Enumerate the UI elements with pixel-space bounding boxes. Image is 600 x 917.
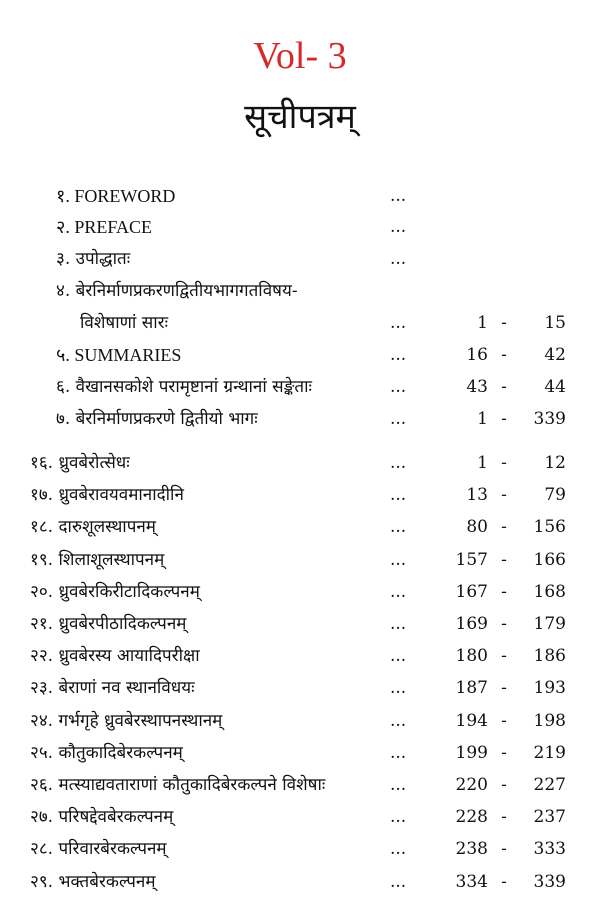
toc-dots: ...: [390, 711, 407, 731]
page-dash: -: [501, 711, 507, 731]
toc-entry: [0, 371, 600, 403]
page-end: 333: [533, 839, 566, 859]
page-dash: -: [501, 743, 507, 763]
toc-entry-title: २९. भक्तबेरकल्पनम्: [30, 872, 156, 892]
page-end: 79: [544, 485, 566, 505]
toc-dots: ...: [390, 377, 407, 397]
page-start: 187: [455, 678, 488, 698]
toc-entry: [0, 447, 600, 479]
toc-entry-title: ४. बेरनिर्माणप्रकरणद्वितीयभागगतविषय-: [56, 281, 298, 301]
page-dash: -: [501, 807, 507, 827]
toc-dots: ...: [390, 775, 407, 795]
page-dash: -: [501, 775, 507, 795]
toc-dots: ...: [390, 839, 407, 859]
page-start: 334: [455, 872, 488, 892]
toc-entry: [0, 339, 600, 371]
page-end: 42: [544, 345, 566, 365]
page-start: 1: [477, 409, 488, 429]
page-dash: -: [501, 517, 507, 537]
toc-entry: [0, 403, 600, 435]
page-end: 15: [544, 313, 566, 333]
page-start: 194: [455, 711, 488, 731]
toc-entry: [0, 243, 600, 275]
page-dash: -: [501, 485, 507, 505]
toc-dots: ...: [390, 345, 407, 365]
page-start: 228: [455, 807, 488, 827]
toc-entry-title: २१. ध्रुवबेरपीठादिकल्पनम्: [30, 614, 187, 634]
toc-entry: [0, 180, 600, 212]
page-end: 237: [533, 807, 566, 827]
page-start: 238: [455, 839, 488, 859]
toc-entry: [0, 544, 600, 576]
toc-entry-title: ५. SUMMARIES: [56, 345, 182, 365]
page-end: 12: [544, 453, 566, 473]
page-end: 156: [533, 517, 566, 537]
page-dash: -: [501, 646, 507, 666]
page-end: 219: [533, 743, 566, 763]
page-start: 220: [455, 775, 488, 795]
page-dash: -: [501, 313, 507, 333]
toc-entry: [0, 608, 600, 640]
toc-entry-title: ३. उपोद्धातः: [56, 249, 131, 269]
page-start: 1: [477, 313, 488, 333]
page-start: 13: [466, 485, 488, 505]
toc-entry-title: १. FOREWORD: [56, 186, 176, 206]
page-end: 193: [533, 678, 566, 698]
toc-entry-title: २७. परिषद्देवबेरकल्पनम्: [30, 807, 174, 827]
toc-entry: [0, 511, 600, 543]
page-start: 167: [455, 582, 488, 602]
toc-entry-title: २३. बेराणां नव स्थानविधयः: [30, 678, 195, 698]
toc-entry: [0, 275, 600, 307]
toc-entry: [0, 307, 600, 339]
page-dash: -: [501, 614, 507, 634]
toc-entry: [0, 672, 600, 704]
page-end: 186: [533, 646, 566, 666]
toc-dots: ...: [390, 872, 407, 892]
page-end: 166: [533, 550, 566, 570]
page-end: 179: [533, 614, 566, 634]
page-dash: -: [501, 453, 507, 473]
toc-dots: ...: [390, 409, 407, 429]
toc-dots: ...: [390, 217, 407, 237]
page-start: 16: [466, 345, 488, 365]
toc-dots: ...: [390, 186, 407, 206]
toc-entry-title: १८. दारुशूलस्थापनम्: [30, 517, 156, 537]
page-start: 43: [466, 377, 488, 397]
toc-entry: [0, 705, 600, 737]
toc-entry-title: १६. ध्रुवबेरोत्सेधः: [30, 453, 130, 473]
toc-dots: ...: [390, 517, 407, 537]
page-start: 80: [466, 517, 488, 537]
page-dash: -: [501, 678, 507, 698]
toc-dots: ...: [390, 550, 407, 570]
toc-dots: ...: [390, 614, 407, 634]
toc-dots: ...: [390, 582, 407, 602]
toc-dots: ...: [390, 249, 407, 269]
page-end: 198: [533, 711, 566, 731]
toc-dots: ...: [390, 678, 407, 698]
page-start: 1: [477, 453, 488, 473]
volume-heading: Vol- 3: [253, 35, 347, 77]
page-start: 199: [455, 743, 488, 763]
toc-entry-title: विशेषाणां सारः: [80, 313, 169, 333]
page-end: 339: [533, 872, 566, 892]
page-end: 339: [533, 409, 566, 429]
page-dash: -: [501, 345, 507, 365]
page-title: सूचीपत्रम्: [244, 97, 356, 137]
toc-entry-title: २०. ध्रुवबेरकिरीटादिकल्पनम्: [30, 582, 200, 602]
toc-entry-title: ७. बेरनिर्माणप्रकरणे द्वितीयो भागः: [56, 409, 258, 429]
page-start: 169: [455, 614, 488, 634]
toc-entry: [0, 211, 600, 243]
page-dash: -: [501, 582, 507, 602]
toc-dots: ...: [390, 313, 407, 333]
toc-entry: [0, 833, 600, 865]
toc-dots: ...: [390, 485, 407, 505]
toc-entry-title: ६. वैखानसकोशे परामृष्टानां ग्रन्थानां सङ्केताः: [56, 377, 312, 397]
toc-entry-title: २५. कौतुकादिबेरकल्पनम्: [30, 743, 183, 763]
page-start: 157: [455, 550, 488, 570]
toc-dots: ...: [390, 807, 407, 827]
toc-entry-title: २२. ध्रुवबेरस्य आयादिपरीक्षा: [30, 646, 200, 666]
page-dash: -: [501, 409, 507, 429]
page-dash: -: [501, 872, 507, 892]
page-dash: -: [501, 377, 507, 397]
page-dash: -: [501, 839, 507, 859]
toc-dots: ...: [390, 646, 407, 666]
page-end: 168: [533, 582, 566, 602]
toc-entry: [0, 737, 600, 769]
toc-entry: [0, 769, 600, 801]
page-dash: -: [501, 550, 507, 570]
toc-entry-title: २६. मत्स्याद्यवताराणां कौतुकादिबेरकल्पने विशेषाः: [30, 775, 326, 795]
toc-dots: ...: [390, 743, 407, 763]
toc-entry-title: २४. गर्भगृहे ध्रुवबेरस्थापनस्थानम्: [30, 711, 223, 731]
page-end: 44: [544, 377, 566, 397]
toc-entry: [0, 479, 600, 511]
page-start: 180: [455, 646, 488, 666]
toc-entry: [0, 576, 600, 608]
toc-entry-title: २८. परिवारबेरकल्पनम्: [30, 839, 167, 859]
page-end: 227: [533, 775, 566, 795]
toc-dots: ...: [390, 453, 407, 473]
toc-entry-title: १९. शिलाशूलस्थापनम्: [30, 550, 165, 570]
toc-entry-title: २. PREFACE: [56, 217, 153, 237]
toc-entry: [0, 866, 600, 898]
toc-entry: [0, 640, 600, 672]
toc-entry-title: १७. ध्रुवबेरावयवमानादीनि: [30, 485, 184, 505]
toc-entry: [0, 801, 600, 833]
